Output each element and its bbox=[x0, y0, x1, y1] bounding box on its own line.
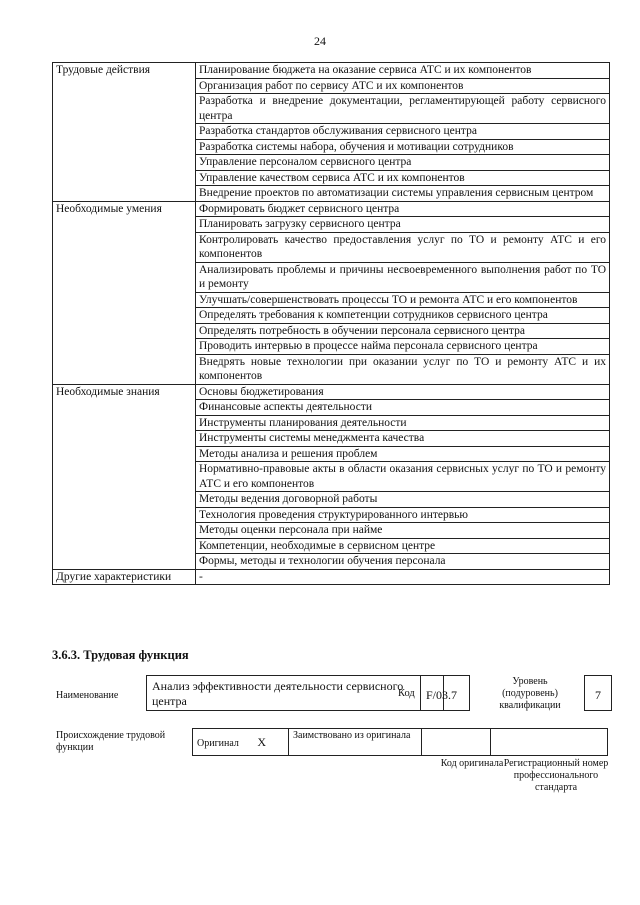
section-item: Формы, методы и технологии обучения персонала bbox=[196, 554, 610, 570]
table-row bbox=[53, 384, 610, 400]
level-value-box: 7 bbox=[584, 675, 612, 711]
section-item: Разработка системы набора, обучения и мотивации сотрудников bbox=[196, 139, 610, 155]
page-number: 24 bbox=[314, 34, 326, 48]
name-value-box: Анализ эффективности деятельности сервисного центра bbox=[146, 675, 444, 711]
section-item: Внедрение проектов по автоматизации системы управления сервисным центром bbox=[196, 186, 610, 202]
section-label: Необходимые знания bbox=[53, 384, 196, 569]
borrowed-cell bbox=[289, 729, 422, 756]
original-mark: X bbox=[257, 735, 267, 749]
section-item: Определять требования к компетенции сотрудников сервисного центра bbox=[196, 308, 610, 324]
section-item: Управление персоналом сервисного центра bbox=[196, 155, 610, 171]
section-item: Определять потребность в обучении персонала сервисного центра bbox=[196, 323, 610, 339]
origin-table bbox=[192, 728, 608, 756]
section-label: Другие характеристики bbox=[53, 569, 196, 585]
section-item: Инструменты системы менеджмента качества bbox=[196, 431, 610, 447]
original-label: Оригинал bbox=[197, 738, 239, 749]
section-item: Контролировать качество предоставления услуг по ТО и ремонту АТС и его компонентов bbox=[196, 232, 610, 262]
section-title: 3.6.3. Трудовая функция bbox=[52, 648, 189, 662]
origin-code-caption: Код оригинала bbox=[440, 758, 504, 769]
section-item: Финансовые аспекты деятельности bbox=[196, 400, 610, 416]
table-row bbox=[53, 201, 610, 217]
section-item: Улучшать/совершенствовать процессы ТО и ремонта АТС и его компонентов bbox=[196, 292, 610, 308]
section-item: Технология проведения структурированного интервью bbox=[196, 507, 610, 523]
section-label: Трудовые действия bbox=[53, 63, 196, 202]
function-name-row bbox=[52, 672, 612, 722]
labor-function-table bbox=[52, 62, 610, 585]
section-item: Разработка и внедрение документации, регламентирующей работу сервисного центра bbox=[196, 94, 610, 124]
section-label: Необходимые умения bbox=[53, 201, 196, 384]
section-item: Организация работ по сервису АТС и их компонентов bbox=[196, 78, 610, 94]
section-item: Управление качеством сервиса АТС и их компонентов bbox=[196, 170, 610, 186]
level-label: Уровень (подуровень) квалификации bbox=[499, 676, 561, 711]
origin-label: Происхождение трудовой функции bbox=[56, 730, 166, 753]
section-item: Компетенции, необходимые в сервисном центре bbox=[196, 538, 610, 554]
section-item: - bbox=[196, 569, 610, 585]
table-row bbox=[53, 63, 610, 79]
section-item: Методы оценки персонала при найме bbox=[196, 523, 610, 539]
original-cell bbox=[193, 729, 289, 756]
borrowed-label: Заимствовано из оригинала bbox=[293, 730, 411, 741]
section-item: Проводить интервью в процессе найма персонала сервисного центра bbox=[196, 339, 610, 355]
section-item: Внедрять новые технологии при оказании услуг по ТО и ремонту АТС и их компонентов bbox=[196, 354, 610, 384]
section-item: Методы ведения договорной работы bbox=[196, 492, 610, 508]
code-label: Код bbox=[398, 688, 415, 699]
section-item: Планирование бюджета на оказание сервиса АТС и их компонентов bbox=[196, 63, 610, 79]
registration-number-caption: Регистрационный номер профессионального стандарта bbox=[503, 758, 609, 793]
section-item: Методы анализа и решения проблем bbox=[196, 446, 610, 462]
origin-code-cell bbox=[422, 729, 491, 756]
name-label: Наименование bbox=[56, 690, 119, 701]
origin-row bbox=[52, 728, 612, 818]
section-item: Планировать загрузку сервисного центра bbox=[196, 217, 610, 233]
section-item: Разработка стандартов обслуживания сервисного центра bbox=[196, 124, 610, 140]
section-item: Анализировать проблемы и причины несвоевременного выполнения работ по ТО и ремонту bbox=[196, 262, 610, 292]
section-item: Основы бюджетирования bbox=[196, 384, 610, 400]
section-item: Нормативно-правовые акты в области оказания сервисных услуг по ТО и ремонту АТС и его компонентов bbox=[196, 462, 610, 492]
registration-number-cell bbox=[491, 729, 608, 756]
section-item: Инструменты планирования деятельности bbox=[196, 415, 610, 431]
section-item: Формировать бюджет сервисного центра bbox=[196, 201, 610, 217]
code-value-box: F/03.7 bbox=[420, 675, 470, 711]
table-row bbox=[53, 569, 610, 585]
